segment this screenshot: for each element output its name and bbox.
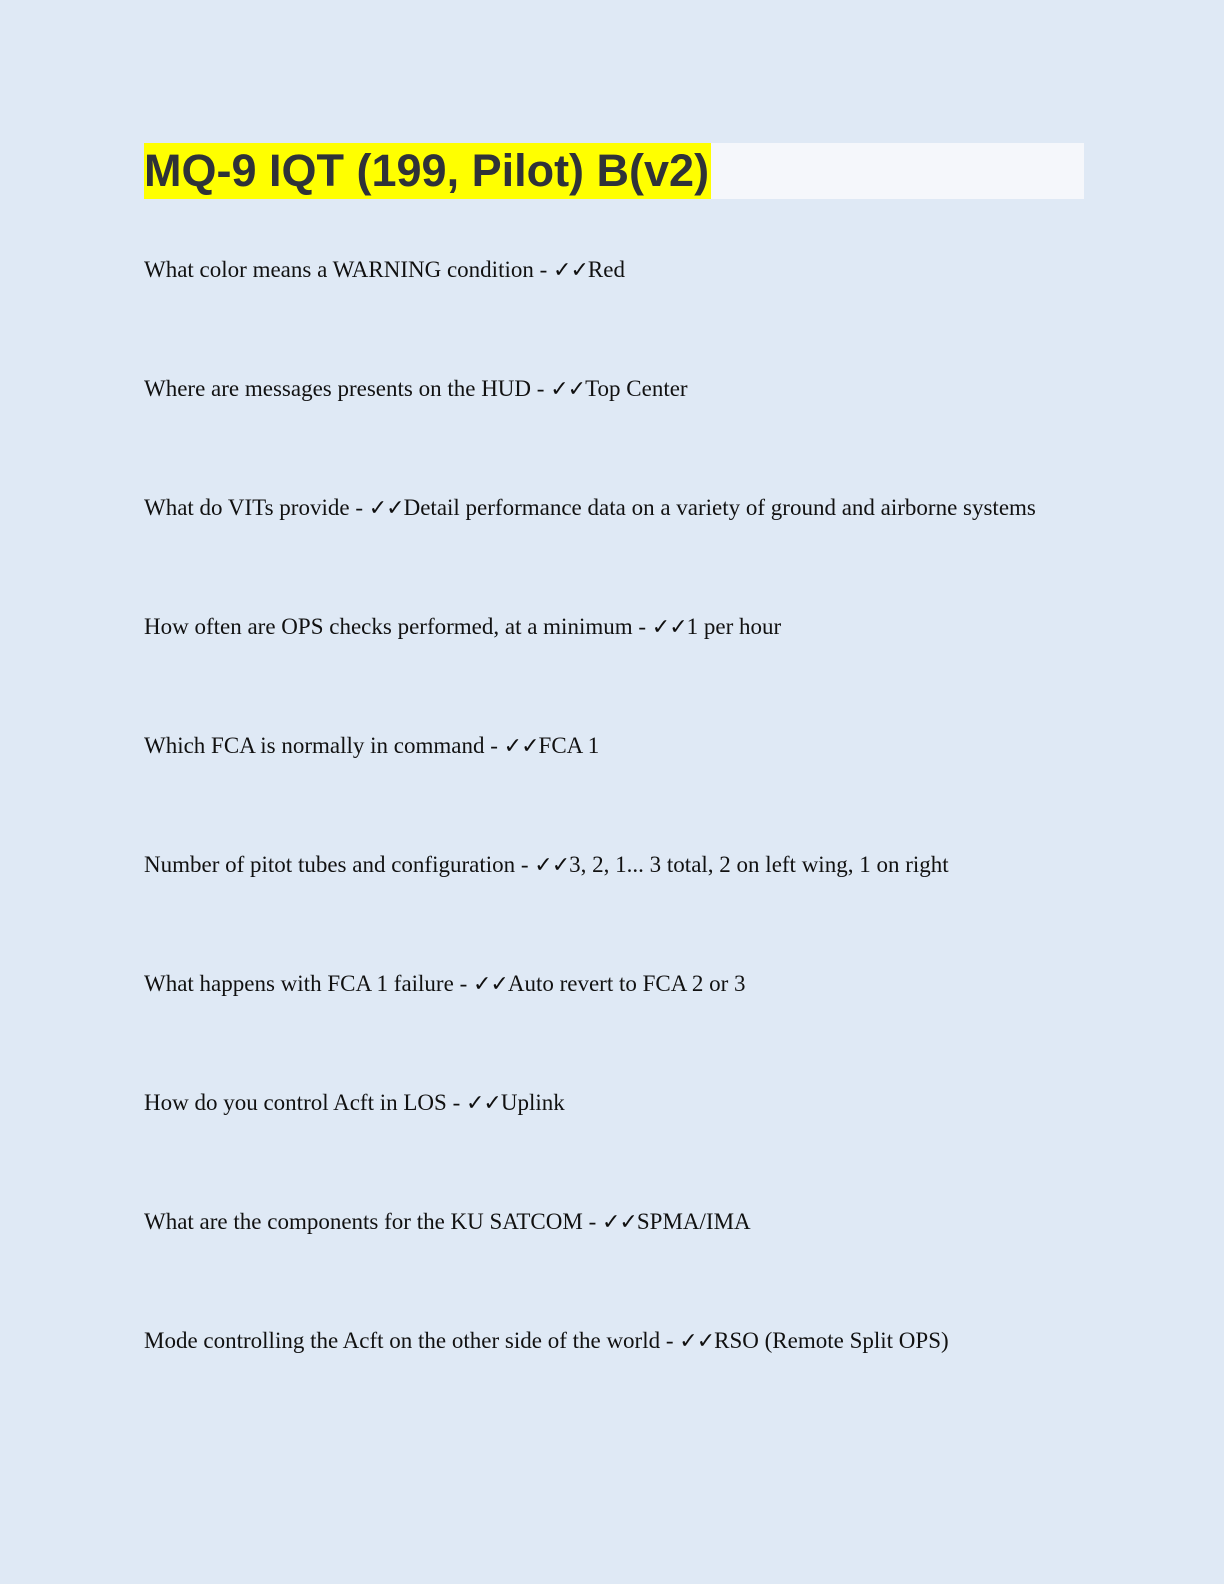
check-icon: ✓✓: [472, 972, 508, 997]
answer-text: FCA 1: [538, 733, 600, 758]
question-text: Number of pitot tubes and configuration: [144, 852, 516, 877]
separator: -: [531, 376, 551, 401]
check-icon: ✓✓: [553, 258, 588, 283]
check-icon: ✓✓: [534, 853, 570, 878]
separator: -: [453, 971, 473, 996]
separator: -: [533, 257, 554, 282]
question-text: What color means a WARNING condition: [144, 257, 534, 282]
check-icon: ✓✓: [465, 1091, 501, 1116]
answer-text: 1 per hour: [686, 614, 782, 639]
question-text: How often are OPS checks performed, at a minimum: [144, 614, 633, 639]
check-icon: ✓✓: [503, 734, 539, 759]
check-icon: ✓✓: [679, 1329, 715, 1354]
page-title: MQ-9 IQT (199, Pilot) B(v2): [144, 143, 711, 199]
qa-item: [144, 970, 746, 999]
qa-item: [144, 732, 599, 761]
qa-item: [144, 851, 949, 880]
question-text: What do VITs provide: [144, 495, 350, 520]
qa-item: [144, 1327, 949, 1356]
answer-text: Uplink: [500, 1090, 565, 1115]
question-text: How do you control Acft in LOS: [144, 1090, 447, 1115]
answer-text: Top Center: [585, 376, 688, 401]
answer-text: Auto revert to FCA 2 or 3: [507, 971, 746, 996]
separator: -: [660, 1328, 680, 1353]
answer-text: Detail performance data on a variety of ground and airborne systems: [403, 495, 1036, 520]
answer-text: Red: [587, 257, 625, 282]
question-text: Which FCA is normally in command: [144, 733, 485, 758]
check-icon: ✓✓: [602, 1210, 637, 1235]
question-text: Where are messages presents on the HUD: [144, 376, 532, 401]
separator: -: [632, 614, 652, 639]
qa-item: [144, 494, 1036, 523]
separator: -: [582, 1209, 602, 1234]
question-text: What happens with FCA 1 failure: [144, 971, 454, 996]
answer-text: RSO (Remote Split OPS): [714, 1328, 949, 1353]
check-icon: ✓✓: [368, 496, 404, 521]
separator: -: [515, 852, 535, 877]
qa-item: [144, 1089, 565, 1118]
separator: -: [446, 1090, 466, 1115]
check-icon: ✓✓: [651, 615, 687, 640]
question-text: Mode controlling the Acft on the other side of the world: [144, 1328, 661, 1353]
qa-item: [144, 1208, 751, 1237]
qa-item: [144, 613, 781, 642]
separator: -: [484, 733, 504, 758]
qa-item: [144, 256, 625, 285]
answer-text: SPMA/IMA: [636, 1209, 751, 1234]
answer-text: 3, 2, 1... 3 total, 2 on left wing, 1 on right: [569, 852, 949, 877]
separator: -: [349, 495, 369, 520]
qa-item: [144, 375, 688, 404]
question-text: What are the components for the KU SATCOM: [144, 1209, 583, 1234]
check-icon: ✓✓: [550, 377, 586, 402]
